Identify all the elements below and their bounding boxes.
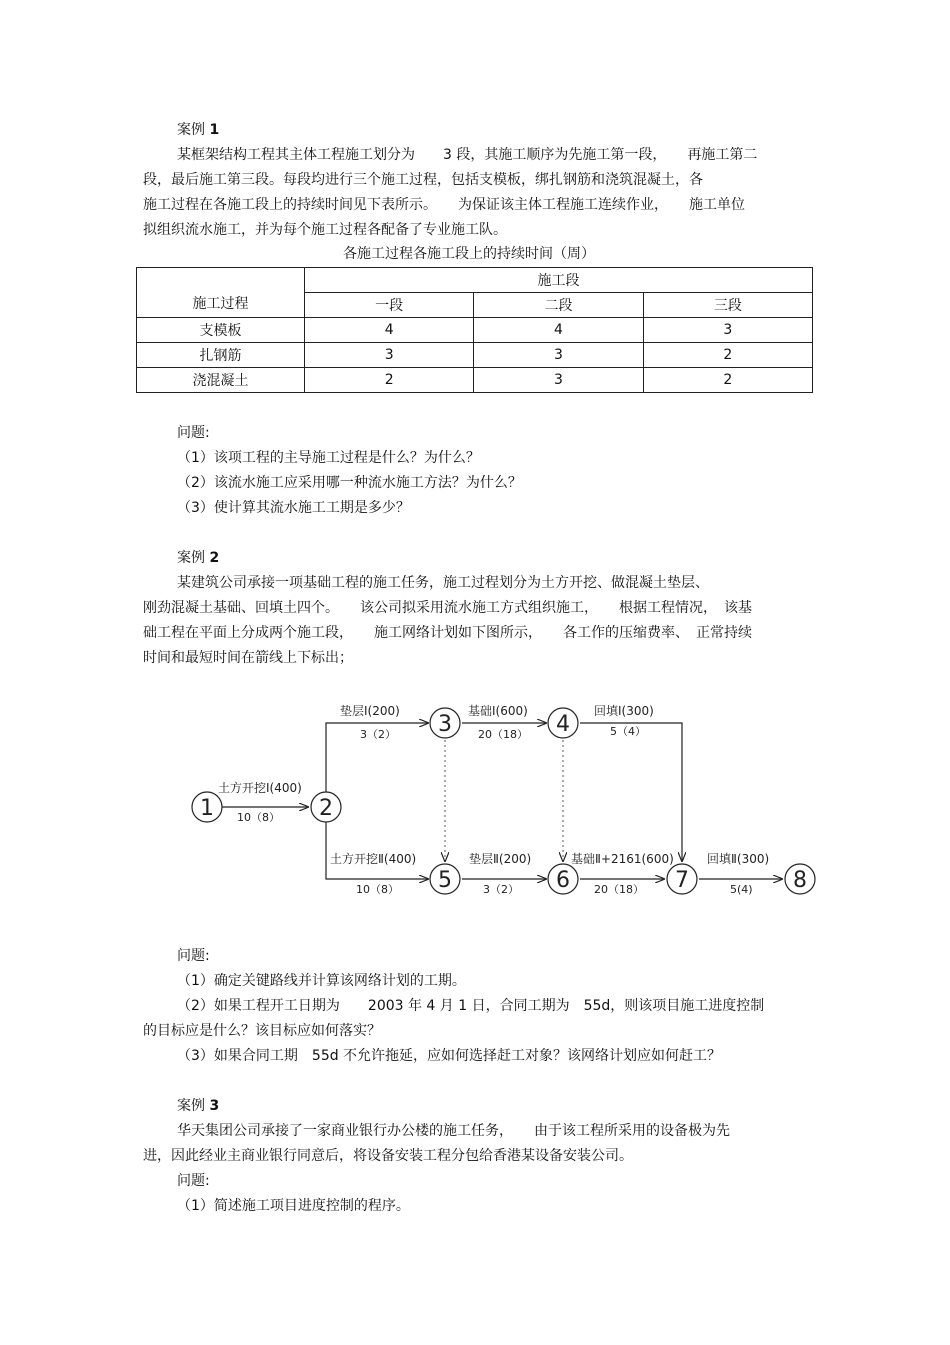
table-cell: 2 [643, 368, 812, 393]
edge-label-below: 3（2） [483, 883, 519, 896]
table-col-header: 二段 [474, 293, 643, 318]
edge-label-below: 20（18） [594, 883, 644, 896]
table-cell: 4 [474, 318, 643, 343]
case1-para-line-3: 施工过程在各施工段上的持续时间见下表所示。 为保证该主体工程施工连续作业， 施工单位 [143, 197, 745, 213]
case1-question-2: （2）该流水施工应采用哪一种流水施工方法？为什么？ [177, 475, 522, 491]
case1-questions-label: 问题: [177, 425, 210, 441]
case3-heading [177, 1097, 219, 1115]
case1-heading-word: 案例 [177, 122, 205, 138]
case2-question-2: （2）如果工程开工日期为 2003 年 4 月 1 日，合同工期为 55d，则该项目施工进度控制 [177, 998, 765, 1014]
case2-question-3: （3）如果合同工期 55d 不允许拖延，应如何选择赶工对象？该网络计划应如何赶工？ [177, 1048, 722, 1064]
table-row [137, 318, 813, 343]
table-row [137, 343, 813, 368]
case2-heading [177, 549, 219, 567]
node-label: 3 [438, 712, 452, 737]
case3-para-line-2: 进，因此经业主商业银行同意后，将设备安装工程分包给香港某设备安装公司。 [143, 1148, 633, 1164]
case1-para-line-4: 拟组织流水施工，并为每个施工过程各配备了专业施工队。 [143, 222, 507, 238]
case3-heading-number: 3 [209, 1098, 220, 1114]
edge-label-above: 回填Ⅰ(300) [594, 704, 654, 718]
edge-label-below: 10（8） [237, 811, 280, 824]
case1-para-line-2: 段，最后施工第三段。每段均进行三个施工过程，包括支模板，绑扎钢筋和浇筑混凝土，各 [143, 172, 703, 188]
edge-label-below: 20（18） [478, 728, 528, 741]
node-label: 5 [438, 868, 452, 893]
case2-para-line-1: 某建筑公司承接一项基础工程的施工任务，施工过程划分为土方开挖、做混凝土垫层、 [177, 575, 709, 591]
table-cell: 3 [474, 368, 643, 393]
node-1 [192, 792, 222, 822]
node-2 [311, 792, 341, 822]
node-4 [548, 708, 578, 738]
edge-label-above: 土方开挖Ⅰ(400) [218, 781, 302, 795]
table-cell-process: 扎钢筋 [137, 343, 305, 368]
node-label: 8 [793, 868, 807, 893]
case1-heading-number: 1 [209, 122, 220, 138]
edge-label-above: 基础Ⅱ+2161(600) [571, 852, 674, 866]
edge-label-above: 垫层Ⅱ(200) [469, 852, 532, 866]
case2-para-line-2: 刚劲混凝土基础、回填土四个。 该公司拟采用流水施工方式组织施工， 根据工程情况， 该基 [143, 600, 752, 616]
table-cell: 2 [305, 368, 474, 393]
table-cell: 3 [305, 343, 474, 368]
table-row [137, 368, 813, 393]
table-col-header: 一段 [305, 293, 474, 318]
edge-4-7 [580, 723, 682, 861]
edge-label-above: 基础Ⅰ(600) [468, 704, 528, 718]
table-cell: 3 [643, 318, 812, 343]
node-label: 7 [675, 868, 689, 893]
case2-question-1: （1）确定关键路线并计算该网络计划的工期。 [177, 973, 466, 989]
table-cell: 2 [643, 343, 812, 368]
node-label: 4 [556, 712, 570, 737]
table-header-row [137, 268, 813, 293]
node-3 [430, 708, 460, 738]
case2-heading-number: 2 [209, 550, 220, 566]
case3-heading-word: 案例 [177, 1098, 205, 1114]
case3-questions-label: 问题: [177, 1173, 210, 1189]
case2-para-line-3: 础工程在平面上分成两个施工段， 施工网络计划如下图所示， 各工作的压缩费率、 正常持续 [143, 625, 752, 641]
case1-heading [177, 121, 219, 139]
edge-label-above: 垫层Ⅰ(200) [340, 704, 400, 718]
edge-label-below: 10（8） [356, 883, 399, 896]
case2-questions-label: 问题: [177, 948, 210, 964]
node-label: 2 [319, 796, 333, 821]
case2-question-2-cont: 的目标应是什么？该目标应如何落实？ [143, 1023, 381, 1039]
network-diagram [180, 690, 840, 915]
edge-label-above: 回填Ⅱ(300) [707, 852, 770, 866]
node-7 [667, 864, 697, 894]
case3-para-line-1: 华天集团公司承接了一家商业银行办公楼的施工任务， 由于该工程所采用的设备极为先 [177, 1123, 730, 1139]
table-col-header: 三段 [643, 293, 812, 318]
node-6 [548, 864, 578, 894]
edge-label-below: 5(4) [730, 883, 753, 896]
table-caption: 各施工过程各施工段上的持续时间（周） [343, 246, 595, 262]
node-8 [785, 864, 815, 894]
node-label: 1 [200, 796, 214, 821]
case1-question-1: （1）该项工程的主导施工过程是什么？为什么？ [177, 450, 480, 466]
duration-table [136, 267, 813, 393]
edge-label-above: 土方开挖Ⅱ(400) [330, 852, 417, 866]
table-row-header: 施工过程 [137, 268, 305, 318]
node-5 [430, 864, 460, 894]
table-cell: 3 [474, 343, 643, 368]
table-group-header: 施工段 [305, 268, 813, 293]
case3-question-1: （1）简述施工项目进度控制的程序。 [177, 1198, 410, 1214]
edge-label-below: 5（4） [610, 725, 646, 738]
case1-question-3: （3）使计算其流水施工工期是多少？ [177, 500, 410, 516]
node-label: 6 [556, 868, 570, 893]
table-cell-process: 浇混凝土 [137, 368, 305, 393]
edge-2-5 [326, 821, 428, 879]
case2-para-line-4: 时间和最短时间在箭线上下标出； [143, 650, 353, 666]
table-cell-process: 支模板 [137, 318, 305, 343]
case2-heading-word: 案例 [177, 550, 205, 566]
edge-label-below: 3（2） [360, 728, 396, 741]
table-cell: 4 [305, 318, 474, 343]
case1-para-line-1: 某框架结构工程其主体工程施工划分为 3 段，其施工顺序为先施工第一段， 再施工第二 [177, 147, 758, 163]
